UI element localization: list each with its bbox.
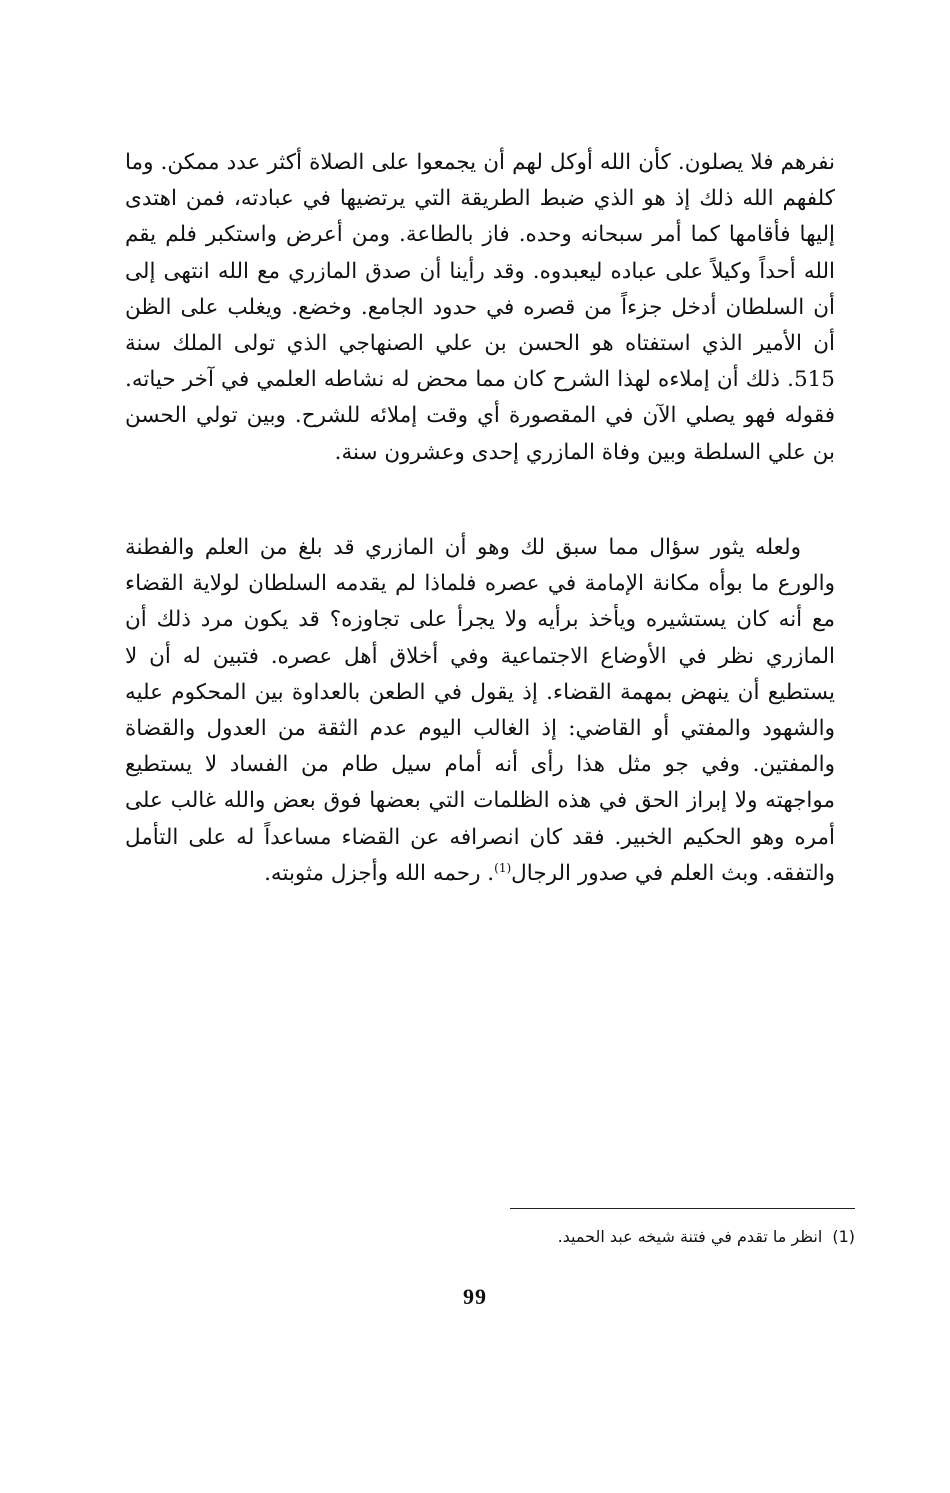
- footnote: [300, 1225, 855, 1249]
- footnote-number: (1): [832, 1227, 855, 1246]
- paragraph-2-text: ولعله يثور سؤال مما سبق لك وهو أن المازري قد بلغ من العلم والفطنة والورع ما بوأه مكانة الإمامة في عصره فلماذا لم يقدمه السلطان لولاية القضاء مع أنه كان يستشيره ويأخذ برأيه ولا يجرأ على تجاوزه؟ قد يكون مرد ذلك أن المازري نظر في الأوضاع الاجتماعية وفي أخلاق أهل عصره. فتبين له أن لا يستطيع أن ينهض بمهمة القضاء. إذ يقول في الطعن بالعداوة بين المحكوم عليه والشهود والمفتي أو القاضي: إذ الغالب اليوم عدم الثقة من العدول والقضاة والمفتين. وفي جو مثل هذا رأى أنه أمام سيل طام من الفساد لا يستطيع مواجهته ولا إبراز الحق في هذه الظلمات التي بعضها فوق بعض والله غالب على أمره وهو الحكيم الخبير. فقد كان انصرافه عن القضاء مساعداً له على التأمل والتفقه. وبث العلم في صدور الرجال: [125, 535, 835, 886]
- paragraph-2: [125, 530, 835, 892]
- paragraph-2-ending: . رحمه الله وأجزل مثوبته.: [264, 860, 495, 886]
- paragraph-1-block: [125, 145, 835, 471]
- page-number: 99: [463, 1284, 487, 1309]
- footnote-separator: [510, 1208, 855, 1209]
- paragraph-2-block: [125, 530, 835, 892]
- paragraph-1: نفرهم فلا يصلون. كأن الله أوكل لهم أن يجمعوا على الصلاة أكثر عدد ممكن. وما كلفهم الله ذلك إذ هو الذي ضبط الطريقة التي يرتضيها في عبادته، فمن اهتدى إليها فأقامها كما أمر سبحانه وحده. فاز بالطاعة. ومن أعرض واستكبر فلم يقم الله أحداً وكيلاً على عباده ليعبدوه. وقد رأينا أن صدق المازري مع الله انتهى إلى أن السلطان أدخل جزءاً من قصره في حدود الجامع. وخضع. ويغلب على الظن أن الأمير الذي استفتاه هو الحسن بن علي الصنهاجي الذي تولى الملك سنة 515. ذلك أن إملاءه لهذا الشرح كان مما محض له نشاطه العلمي في آخر حياته. فقوله فهو يصلي الآن في المقصورة أي وقت إملائه للشرح. وبين تولي الحسن بن علي السلطة وبين وفاة المازري إحدى وعشرون سنة.: [125, 150, 835, 465]
- footnote-text: انظر ما تقدم في فتنة شيخه عبد الحميد.: [557, 1227, 823, 1246]
- footnote-reference[interactable]: (1): [494, 860, 512, 875]
